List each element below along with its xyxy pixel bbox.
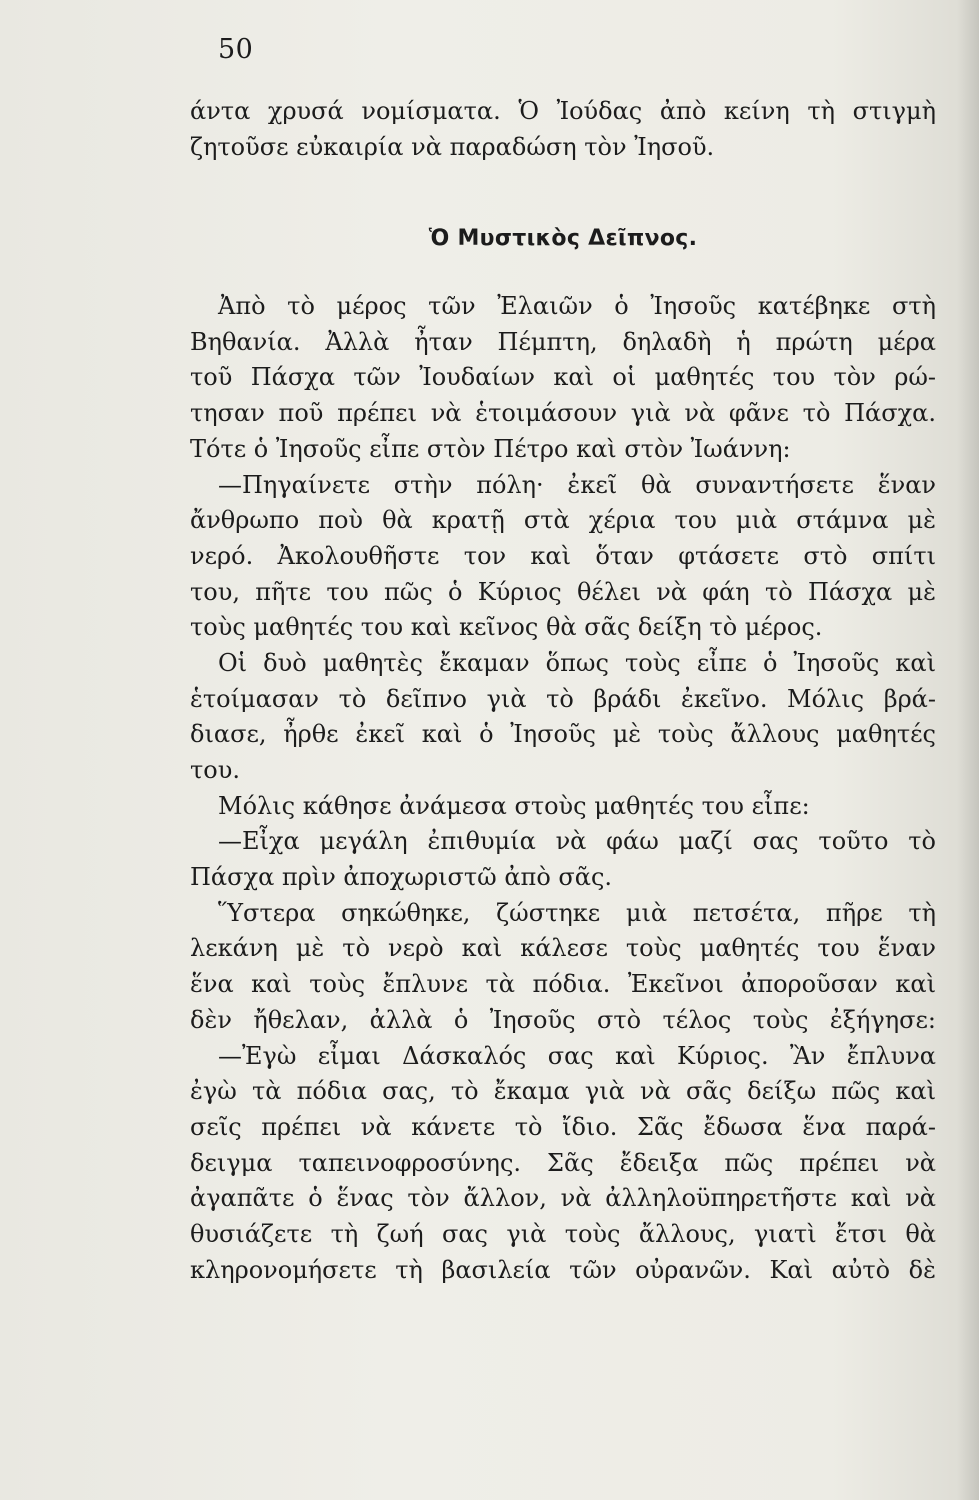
text-line: σεῖς πρέπει νὰ κάνετε τὸ ἴδιο. Σᾶς ἔδωσα ἕνα παρά- [190, 1112, 936, 1141]
text-line: —Πηγαίνετε στὴν πόλη· ἐκεῖ θὰ συναντήσετε ἕναν [218, 470, 936, 499]
text-line: ἕνα καὶ τοὺς ἔπλυνε τὰ πόδια. Ἐκεῖνοι ἀποροῦσαν καὶ [190, 970, 936, 999]
text-line: ζητοῦσε εὐκαιρία νὰ παραδώση τὸν Ἰησοῦ. [190, 132, 715, 161]
text-line: τησαν ποῦ πρέπει νὰ ἑτοιμάσουν γιὰ νὰ φᾶνε τὸ Πάσχα. [190, 399, 936, 428]
text-line: ἐγὼ τὰ πόδια σας, τὸ ἔκαμα γιὰ νὰ σᾶς δείξω πῶς καὶ [190, 1077, 936, 1106]
text-line: Ὕστερα σηκώθηκε, ζώστηκε μιὰ πετσέτα, πῆρε τὴ [218, 898, 936, 927]
text-line: δὲν ἤθελαν, ἀλλὰ ὁ Ἰησοῦς στὸ τέλος τοὺς ἐξήγησε: [190, 1005, 936, 1034]
section-heading: Ὁ Μυστικὸς Δεῖπνος. [428, 226, 698, 252]
text-line: νερό. Ἀκολουθῆστε τον καὶ ὅταν φτάσετε στὸ σπίτι [190, 541, 936, 570]
text-line: Οἱ δυὸ μαθητὲς ἔκαμαν ὅπως τοὺς εἶπε ὁ Ἰησοῦς καὶ [218, 648, 936, 677]
text-line: Μόλις κάθησε ἀνάμεσα στοὺς μαθητές του εἶπε: [218, 791, 810, 820]
text-line: δειγμα ταπεινοφροσύνης. Σᾶς ἔδειξα πῶς πρέπει νὰ [190, 1148, 936, 1177]
text-line: του. [190, 756, 240, 784]
text-line: θυσιάζετε τὴ ζωή σας γιὰ τοὺς ἄλλους, γιατὶ ἔτσι θὰ [190, 1219, 936, 1248]
text-line: Τότε ὁ Ἰησοῦς εἶπε στὸν Πέτρο καὶ στὸν Ἰωάννη: [190, 434, 791, 463]
text-line: διασε, ἦρθε ἐκεῖ καὶ ὁ Ἰησοῦς μὲ τοὺς ἄλλους μαθητές [190, 720, 936, 749]
text-line: —Εἶχα μεγάλη ἐπιθυμία νὰ φάω μαζί σας τοῦτο τὸ [218, 827, 936, 856]
text-line: ἑτοίμασαν τὸ δεῖπνο γιὰ τὸ βράδι ἐκεῖνο. Μόλις βρά- [190, 684, 936, 713]
text-line: τοὺς μαθητές του καὶ κεῖνος θὰ σᾶς δείξη τὸ μέρος. [190, 613, 823, 642]
text-line: λεκάνη μὲ τὸ νερὸ καὶ κάλεσε τοὺς μαθητές του ἕναν [190, 934, 936, 963]
text-line: Πάσχα πρὶν ἀποχωριστῶ ἀπὸ σᾶς. [190, 863, 613, 892]
text-line: του, πῆτε του πῶς ὁ Κύριος θέλει νὰ φάη τὸ Πάσχα μὲ [190, 577, 936, 606]
text-line: κληρονομήσετε τὴ βασιλεία τῶν οὐρανῶν. Καὶ αὐτὸ δὲ [190, 1255, 936, 1284]
text-line: ἄνθρωπο ποὺ θὰ κρατῇ στὰ χέρια του μιὰ στάμνα μὲ [190, 506, 936, 535]
text-line: τοῦ Πάσχα τῶν Ἰουδαίων καὶ οἱ μαθητές του τὸν ρώ- [190, 363, 936, 392]
text-line: Ἀπὸ τὸ μέρος τῶν Ἐλαιῶν ὁ Ἰησοῦς κατέβηκε στὴ [218, 292, 936, 321]
text-line: Βηθανία. Ἀλλὰ ἦταν Πέμπτη, δηλαδὴ ἡ πρώτη μέρα [190, 327, 936, 356]
page-text [190, 94, 936, 1288]
page-number: 50 [218, 34, 254, 65]
text-line: ἀγαπᾶτε ὁ ἕνας τὸν ἄλλον, νὰ ἀλληλοϋπηρετῆστε καὶ νὰ [190, 1184, 936, 1213]
page-edge-shadow [957, 0, 979, 1500]
text-line: άντα χρυσά νομίσματα. Ὁ Ἰούδας ἀπὸ κείνη τὴ στιγμὴ [190, 97, 936, 125]
text-line: —Ἐγὼ εἶμαι Δάσκαλός σας καὶ Κύριος. Ἂν ἔπλυνα [218, 1041, 936, 1070]
